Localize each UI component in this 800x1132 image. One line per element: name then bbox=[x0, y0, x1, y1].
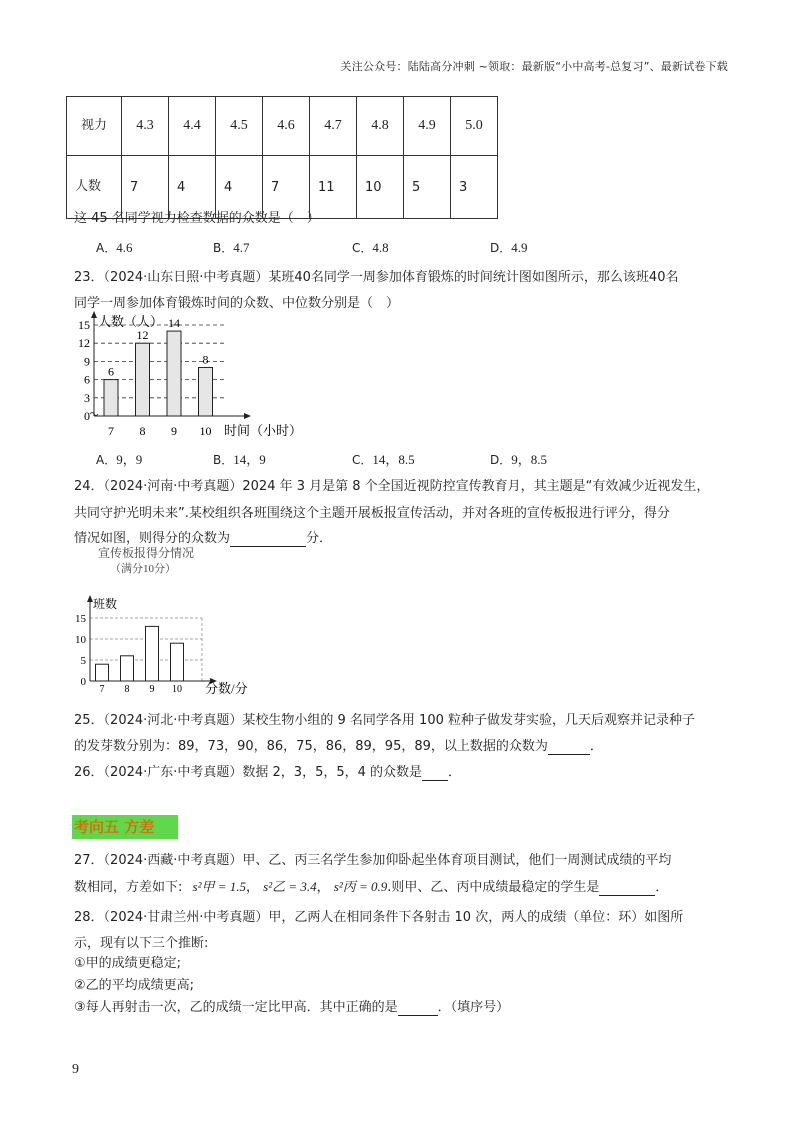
chart-subtitle: （满分10分） bbox=[110, 563, 176, 575]
q22-option-b bbox=[213, 239, 249, 256]
q25-line1: 25．（2024·河北·中考真题）某校生物小组的 9 名同学各用 100 粒种子做发芽实验，几天后观察并记录种子 bbox=[74, 713, 696, 728]
q27-text-end: ． bbox=[655, 880, 669, 895]
q23-line1: 23．（2024·山东日照·中考真题）某班40名同学一周参加体育锻炼的时间统计图如图所示，那么该班40名 bbox=[74, 270, 679, 285]
data-label: 6 bbox=[108, 364, 114, 379]
table-head-cell: 人数 bbox=[67, 156, 122, 219]
q28-item1: ①甲的成绩更稳定; bbox=[74, 956, 182, 971]
x-tick-label: 10 bbox=[172, 684, 182, 695]
q27-line2: 数相同，方差如下: s²甲 = 1.5， s²乙 = 3.4， s²丙 = 0.9.则甲、乙、丙中成绩最稳定的学生是 ． bbox=[74, 879, 669, 895]
answer-blank[interactable] bbox=[599, 880, 655, 896]
option-label: A． bbox=[96, 453, 117, 467]
q26-text-end: ． bbox=[448, 765, 462, 780]
x-tick-label: 8 bbox=[139, 424, 146, 438]
option-value: 9，8.5 bbox=[511, 452, 548, 467]
q28-line1: 28．（2024·甘肃兰州·中考真题）甲，乙两人在相同条件下各射击 10 次，两人的成绩（单位：环）如图所 bbox=[74, 910, 684, 925]
bar bbox=[104, 380, 118, 416]
option-value: 4.7 bbox=[233, 240, 250, 255]
table-cell: 4.5 bbox=[216, 97, 263, 156]
vision-table bbox=[66, 96, 498, 219]
option-value: 4.9 bbox=[511, 240, 528, 255]
q23-option-b bbox=[213, 449, 266, 468]
option-label: C． bbox=[352, 453, 373, 467]
q27-text-2: .则甲、乙、丙中成绩最稳定的学生是 bbox=[387, 880, 600, 895]
bar bbox=[121, 656, 134, 681]
q26-text: 26．（2024·广东·中考真题）数据 2，3，5，5，4 的众数是 bbox=[74, 765, 423, 780]
option-value: 14，8.5 bbox=[372, 452, 415, 467]
y-tick-label: 15 bbox=[75, 613, 86, 625]
q25-text: 的发芽数分别为：89，73，90，86，75，86，89，95，89，以上数据的众数为 bbox=[74, 739, 548, 754]
q28-line2: 示，现有以下三个推断: bbox=[74, 936, 209, 951]
q26-line bbox=[74, 761, 461, 781]
q28-text-end: ．（填序号） bbox=[437, 1000, 510, 1015]
variance-bing: s²丙 = 0.9 bbox=[333, 879, 388, 894]
q23-option-c bbox=[352, 449, 415, 468]
q24-text: 情况如图，则得分的众数为 bbox=[74, 531, 231, 546]
q23-option-a bbox=[96, 449, 142, 468]
q27-line1: 27．（2024·西藏·中考真题）甲、乙、丙三名学生参加仰卧起坐体育项目测试，他们一周测试成绩的平均 bbox=[74, 853, 672, 868]
q22-option-a bbox=[96, 239, 132, 256]
x-tick-label: 8 bbox=[124, 684, 130, 695]
x-tick-label: 10 bbox=[199, 424, 212, 438]
option-label: D． bbox=[490, 453, 512, 467]
y-tick-label: 5 bbox=[80, 655, 86, 667]
q22-option-d bbox=[490, 239, 528, 256]
chart-title: 宣传板报得分情况 bbox=[98, 546, 195, 560]
option-label: A． bbox=[96, 241, 117, 255]
y-tick-label: 0 bbox=[80, 676, 86, 688]
option-value: 14，9 bbox=[233, 452, 266, 467]
table-cell: 7 bbox=[122, 156, 169, 219]
y-axis-label: 人数（人） bbox=[98, 314, 164, 329]
table-cell: 5.0 bbox=[451, 97, 498, 156]
x-tick-label: 7 bbox=[99, 684, 105, 695]
q25-line2 bbox=[74, 735, 603, 755]
bar bbox=[167, 331, 181, 416]
q23-option-d bbox=[490, 449, 547, 468]
variance-jia: s²甲 = 1.5 bbox=[192, 879, 247, 894]
y-tick-label: 9 bbox=[84, 354, 90, 369]
exercise-time-bar-chart bbox=[74, 310, 314, 440]
y-axis-arrow bbox=[91, 311, 97, 318]
option-value: 9，9 bbox=[116, 452, 143, 467]
table-cell: 7 bbox=[263, 156, 310, 219]
q22-option-c bbox=[352, 239, 389, 256]
table-cell: 4 bbox=[169, 156, 216, 219]
bar bbox=[146, 626, 159, 681]
bar bbox=[96, 664, 109, 681]
q24-line2: 共同守护光明未来”.某校组织各班围绕这个主题开展板报宣传活动，并对各班的宣传板报进行评分，得分 bbox=[74, 506, 670, 521]
q24-line1: 24．（2024·河南·中考真题）2024 年 3 月是第 8 个全国近视防控宣传教育月，其主题是“有效减少近视发生， bbox=[74, 479, 710, 494]
q28-item2: ②乙的平均成绩更高; bbox=[74, 978, 195, 993]
option-label: B． bbox=[213, 241, 234, 255]
table-cell: 4.4 bbox=[169, 97, 216, 156]
x-axis-label: 时间（小时） bbox=[224, 423, 303, 438]
q24-text-end: 分． bbox=[306, 531, 333, 546]
bar bbox=[171, 643, 184, 681]
answer-blank[interactable] bbox=[422, 765, 448, 781]
data-label: 8 bbox=[202, 352, 209, 367]
section-title: 考向五 方差 bbox=[72, 815, 178, 839]
x-tick-label: 9 bbox=[149, 684, 155, 695]
table-cell: 5 bbox=[404, 156, 451, 219]
y-axis-label: 班数 bbox=[93, 597, 118, 611]
bar bbox=[136, 343, 150, 416]
data-label: 14 bbox=[168, 316, 180, 331]
x-tick-label: 9 bbox=[171, 424, 177, 438]
table-cell: 10 bbox=[357, 156, 404, 219]
y-tick-label: 0 bbox=[84, 409, 90, 423]
table-cell: 3 bbox=[451, 156, 498, 219]
option-value: 4.8 bbox=[372, 240, 389, 255]
option-value: 4.6 bbox=[116, 240, 133, 255]
table-row bbox=[67, 97, 498, 156]
table-cell: 4 bbox=[216, 156, 263, 219]
table-head-cell: 视力 bbox=[67, 97, 122, 156]
answer-blank[interactable] bbox=[398, 1000, 438, 1016]
q28-item3 bbox=[74, 996, 509, 1016]
q27-text: 数相同，方差如下: bbox=[74, 880, 183, 895]
option-label: C． bbox=[352, 241, 373, 255]
y-tick-label: 15 bbox=[78, 318, 90, 332]
y-tick-label: 3 bbox=[84, 390, 90, 405]
bar bbox=[199, 367, 213, 416]
y-tick-label: 6 bbox=[84, 372, 90, 387]
y-tick-label: 12 bbox=[78, 336, 90, 351]
q28-text: ③每人再射击一次，乙的成绩一定比甲高．其中正确的是 bbox=[74, 1000, 398, 1015]
page-number: 9 bbox=[72, 1062, 79, 1077]
answer-blank[interactable] bbox=[548, 739, 590, 755]
q23-line2: 同学一周参加体育锻炼时间的众数、中位数分别是（ ） bbox=[74, 296, 400, 311]
q22-stem: 这 45 名同学视力检查数据的众数是（ ） bbox=[74, 211, 320, 226]
q25-text-end: ． bbox=[589, 739, 603, 754]
x-axis-label: 分数/分 bbox=[205, 681, 248, 696]
data-label: 12 bbox=[136, 328, 149, 343]
table-cell: 4.9 bbox=[404, 97, 451, 156]
variance-yi: s²乙 = 3.4 bbox=[263, 879, 317, 894]
y-tick-label: 10 bbox=[75, 634, 86, 646]
table-cell: 4.6 bbox=[263, 97, 310, 156]
board-score-bar-chart bbox=[74, 544, 294, 696]
option-label: D． bbox=[490, 241, 512, 255]
option-label: B． bbox=[213, 453, 234, 467]
x-tick-label: 7 bbox=[108, 424, 114, 438]
x-axis-arrow bbox=[244, 413, 251, 419]
table-cell: 11 bbox=[310, 156, 357, 219]
header-note: 关注公众号：陆陆高分冲刺 ~领取：最新版“小中高考-总复习”、最新试卷下载 bbox=[340, 60, 728, 73]
table-cell: 4.7 bbox=[310, 97, 357, 156]
table-cell: 4.8 bbox=[357, 97, 404, 156]
table-cell: 4.3 bbox=[122, 97, 169, 156]
